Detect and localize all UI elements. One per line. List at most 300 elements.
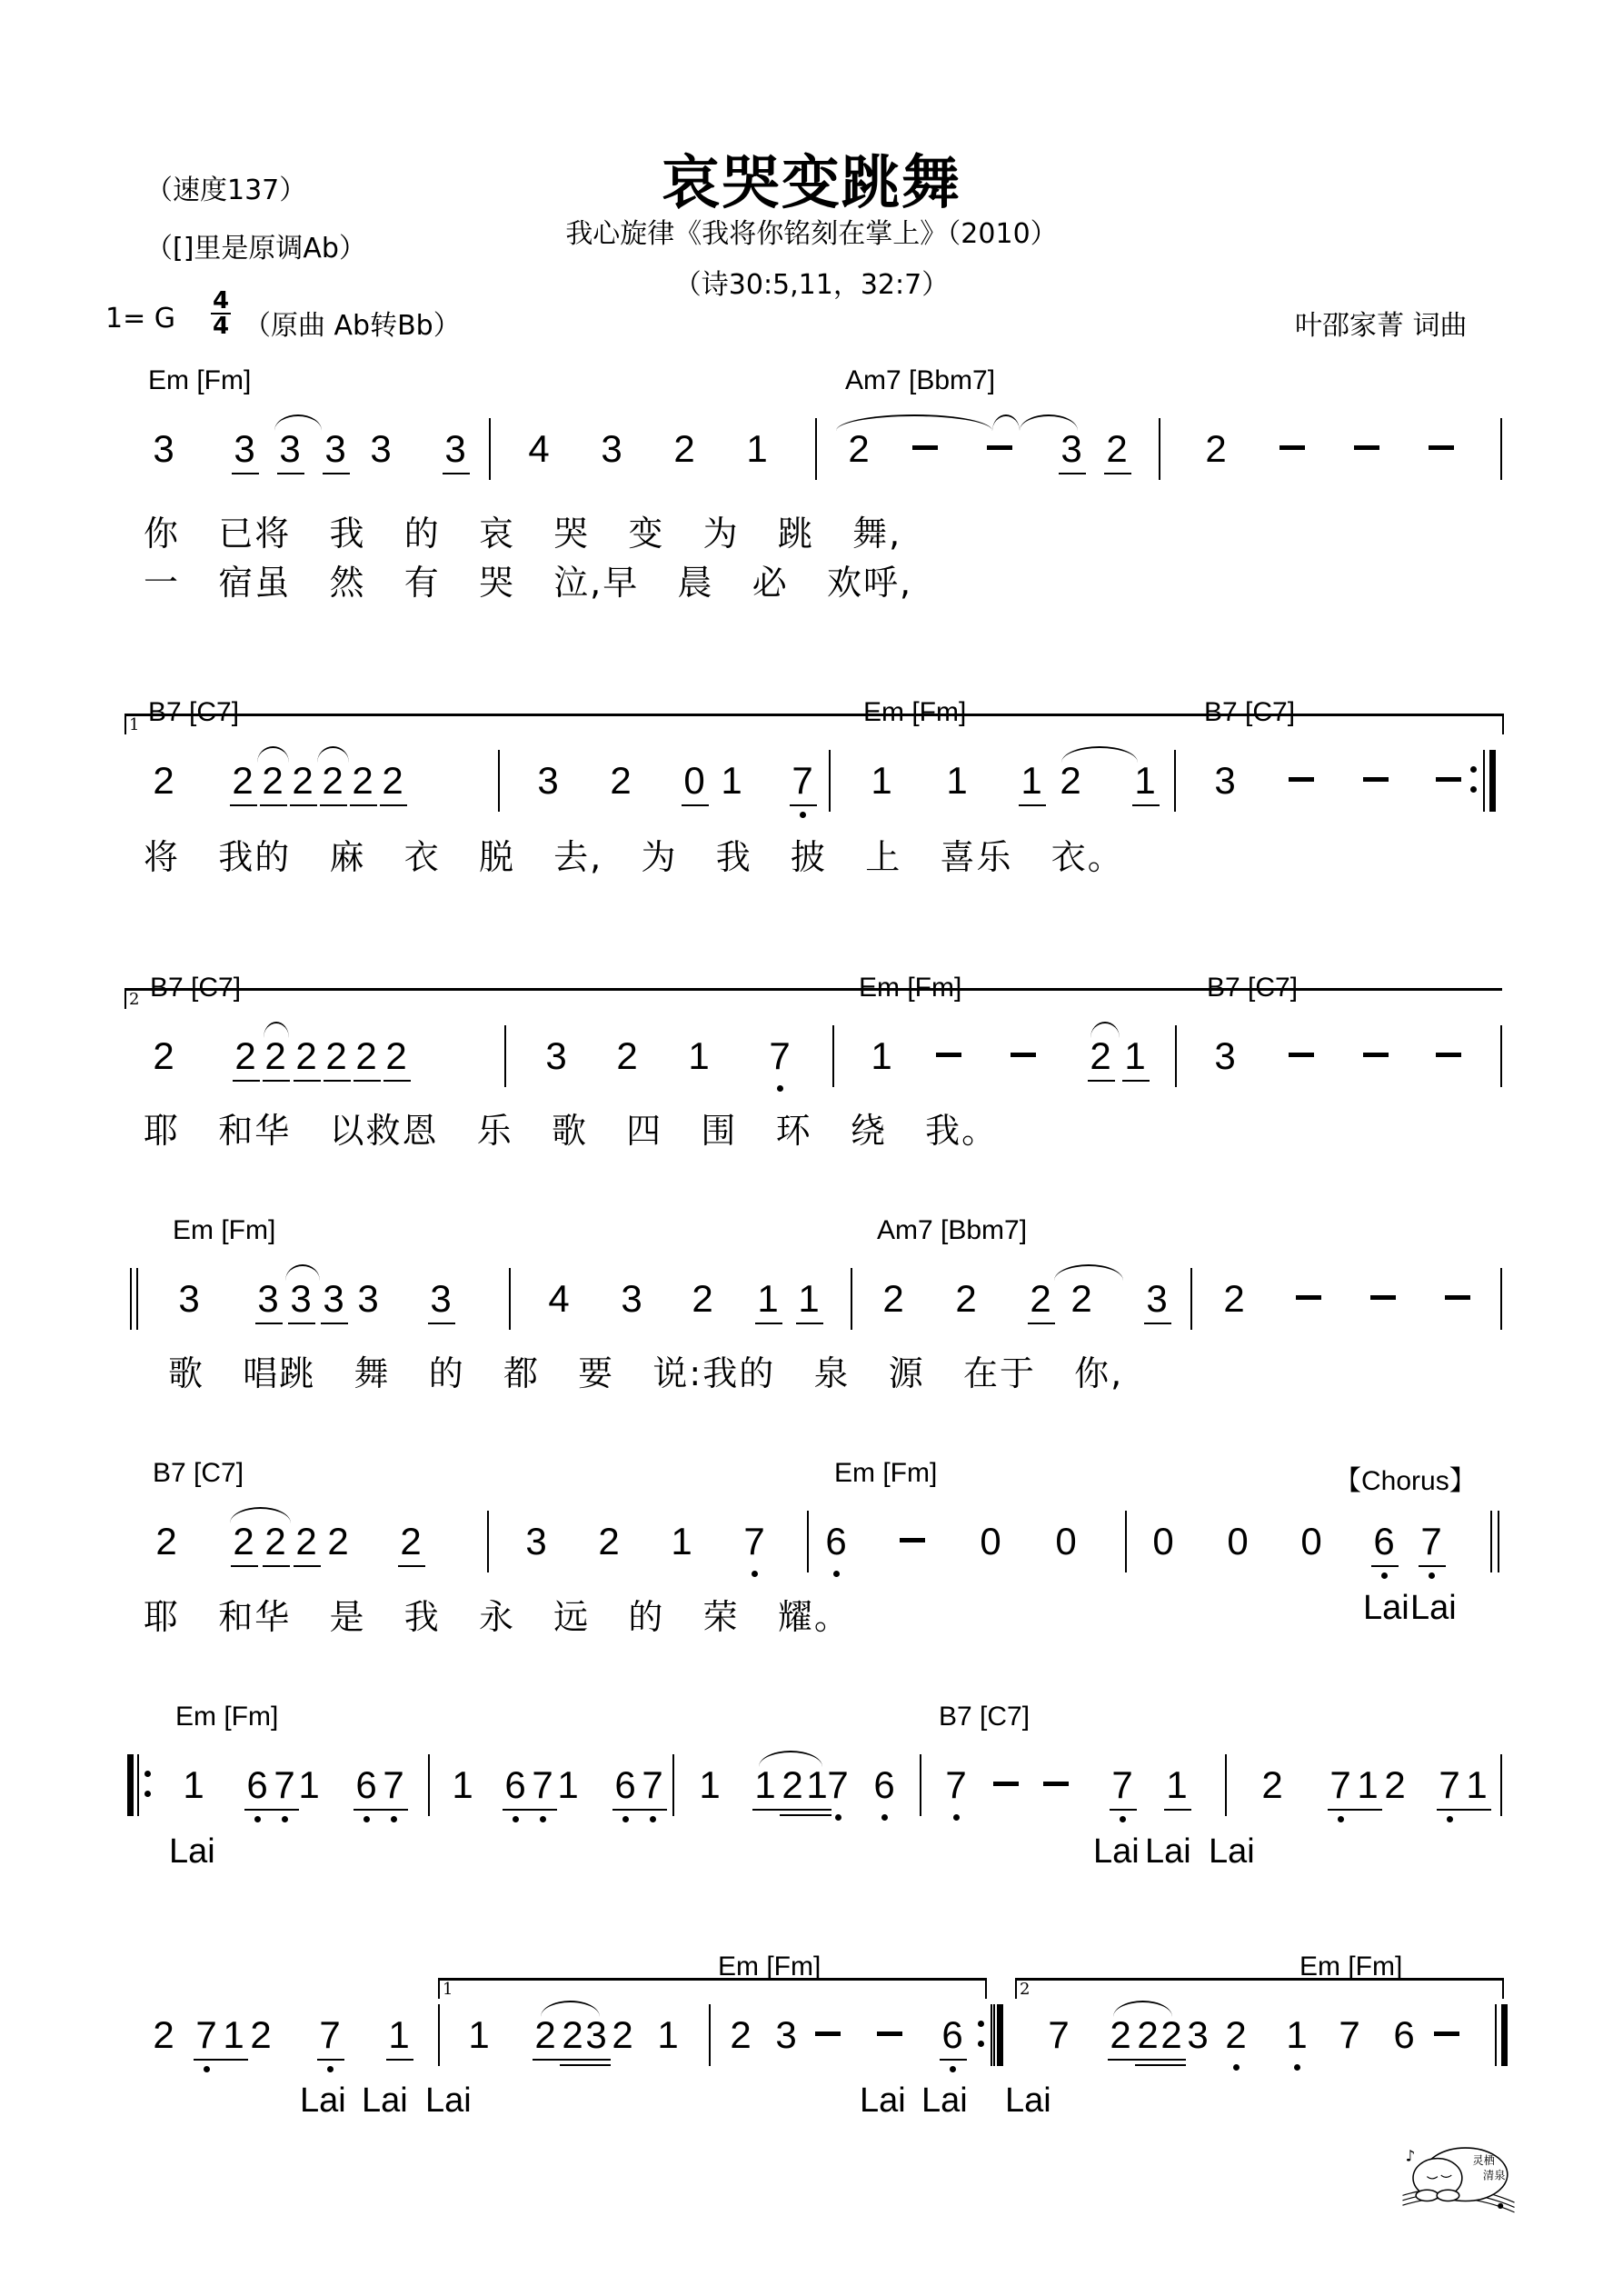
slur-tie: [285, 1264, 320, 1281]
chorus-label: 【Chorus】: [1334, 1466, 1477, 1496]
sustain-dash: [1289, 1053, 1314, 1057]
low-octave-dot: [953, 1814, 960, 1821]
barline: [920, 1754, 921, 1816]
eighth-underline: [1371, 1565, 1399, 1567]
jianpu-note: 3: [545, 1034, 567, 1077]
sustain-dash: [936, 1053, 961, 1057]
jianpu-note: 3: [775, 2013, 797, 2056]
jianpu-note: 2: [616, 1034, 638, 1077]
chord-symbol: B7 [C7]: [939, 1702, 1031, 1732]
composer-credit: 叶邵家菁 词曲: [1295, 310, 1468, 342]
jianpu-note: 3: [279, 427, 301, 470]
eighth-underline: [320, 804, 347, 806]
eighth-underline: [255, 1323, 283, 1324]
repeat-dot: [978, 2021, 984, 2027]
sustain-dash: [815, 2031, 841, 2036]
jianpu-note: 2: [673, 427, 695, 470]
jianpu-note: 2: [782, 1763, 803, 1806]
jianpu-note: 2: [1384, 1763, 1406, 1806]
jianpu-note: 7: [1329, 1763, 1351, 1806]
low-octave-dot: [1233, 2064, 1240, 2071]
eighth-underline: [353, 1809, 381, 1811]
barline: [829, 750, 831, 812]
sustain-dash: [1289, 777, 1314, 782]
jianpu-note: 1: [1134, 759, 1156, 802]
volta-bracket: [124, 988, 1502, 1009]
jianpu-note: 2: [598, 1520, 620, 1562]
eighth-underline: [386, 2059, 413, 2061]
key-change-note: （原曲 Ab转Bb）: [244, 310, 461, 342]
jianpu-note: 2: [385, 1034, 407, 1077]
eighth-underline: [1464, 1809, 1491, 1811]
final-barline: [1501, 2004, 1508, 2066]
jianpu-note: 1: [721, 759, 742, 802]
jianpu-note: 3: [585, 2013, 607, 2056]
jianpu-note: 2: [250, 2013, 272, 2056]
tempo-note: （速度137）: [145, 175, 307, 206]
jianpu-note: 6: [941, 2013, 963, 2056]
eighth-underline: [1104, 473, 1131, 474]
jianpu-note: 1: [699, 1763, 721, 1806]
chord-symbol: Am7 [Bbm7]: [845, 365, 996, 395]
jianpu-note: 3: [323, 1277, 344, 1320]
slur-tie: [230, 1507, 291, 1523]
slur-tie: [274, 414, 322, 431]
eighth-underline: [244, 1809, 272, 1811]
jianpu-note: 7: [274, 1763, 295, 1806]
chord-symbol: Em [Fm]: [173, 1215, 276, 1245]
eighth-underline: [231, 1565, 258, 1567]
jianpu-note: 3: [357, 1277, 379, 1320]
jianpu-note: 7: [1048, 2013, 1070, 2056]
jianpu-note: 7: [532, 1763, 553, 1806]
sustain-dash: [1354, 445, 1379, 450]
time-signature: [211, 289, 231, 338]
linqi-qingquan-logo: [1386, 2136, 1531, 2227]
jianpu-note: 4: [548, 1277, 570, 1320]
chord-symbol: Em [Fm]: [834, 1458, 938, 1488]
jianpu-note: 0: [1227, 1520, 1249, 1562]
jianpu-note: 2: [155, 1520, 177, 1562]
jianpu-note: 3: [178, 1277, 200, 1320]
eighth-underline: [1059, 473, 1086, 474]
jianpu-note: 7: [743, 1520, 765, 1562]
jianpu-note: 6: [873, 1763, 895, 1806]
jianpu-note: 3: [1060, 427, 1082, 470]
jianpu-note: 2: [848, 427, 870, 470]
barline: [504, 1025, 506, 1087]
repeat-end-barline: [1489, 750, 1496, 812]
barline: [1225, 1754, 1227, 1816]
low-octave-dot: [622, 1816, 629, 1822]
eighth-underline: [383, 1080, 411, 1082]
lai-syllable: Lai: [300, 2081, 346, 2120]
barline: [1500, 1754, 1502, 1816]
jianpu-note: 3: [1214, 1034, 1236, 1077]
repeat-dot: [144, 1771, 151, 1777]
low-octave-dot: [1338, 1816, 1344, 1822]
volta-number: 1: [129, 715, 140, 734]
eighth-underline: [263, 1565, 290, 1567]
jianpu-note: 2: [612, 2013, 633, 2056]
jianpu-note: 3: [430, 1277, 452, 1320]
chord-symbol: B7 [C7]: [150, 973, 242, 1003]
eighth-underline: [398, 1565, 425, 1567]
low-octave-dot: [950, 2066, 956, 2072]
eighth-underline: [194, 2059, 221, 2061]
jianpu-note: 2: [1225, 2013, 1247, 2056]
jianpu-note: 2: [153, 759, 174, 802]
barline: [993, 2004, 995, 2066]
time-sig-bottom: 4: [212, 313, 230, 340]
jianpu-note: 7: [1439, 1763, 1460, 1806]
low-octave-dot: [204, 2066, 210, 2072]
low-octave-dot: [835, 1814, 841, 1821]
jianpu-note: 2: [292, 759, 314, 802]
jianpu-note: 2: [400, 1520, 422, 1562]
jianpu-note: 2: [262, 759, 284, 802]
sustain-dash: [1043, 1782, 1069, 1786]
sixteenth-underline: [583, 2064, 611, 2066]
barline: [509, 1268, 511, 1330]
slur-tie: [541, 2001, 600, 2017]
barline: [815, 418, 817, 480]
eighth-underline: [1132, 804, 1160, 806]
jianpu-note: 7: [1111, 1763, 1133, 1806]
slur-tie: [264, 1022, 289, 1038]
jianpu-note: 7: [769, 1034, 791, 1077]
volta-number: 2: [1020, 1980, 1031, 1999]
barline: [672, 1754, 674, 1816]
jianpu-note: 3: [234, 427, 255, 470]
chord-symbol: B7 [C7]: [1204, 697, 1296, 727]
eighth-underline: [752, 1809, 780, 1811]
barline: [709, 2004, 711, 2066]
jianpu-note: 0: [683, 759, 705, 802]
jianpu-note: 2: [325, 1034, 347, 1077]
eighth-underline: [380, 804, 407, 806]
jianpu-note: 0: [1152, 1520, 1174, 1562]
jianpu-note: 1: [798, 1277, 820, 1320]
song-title: 哀哭变跳舞: [662, 150, 961, 217]
low-octave-dot: [650, 1816, 656, 1822]
sustain-dash: [1296, 1295, 1321, 1300]
slur-tie: [1090, 1022, 1120, 1038]
eighth-underline: [294, 1080, 321, 1082]
eighth-underline: [443, 473, 470, 474]
double-barline: [1498, 1511, 1499, 1572]
slur-tie: [1061, 746, 1138, 763]
eighth-underline: [1028, 1323, 1055, 1324]
eighth-underline: [350, 804, 377, 806]
eighth-underline: [232, 473, 259, 474]
sustain-dash: [987, 445, 1012, 450]
jianpu-note: 7: [319, 2013, 341, 2056]
jianpu-note: 1: [806, 1763, 828, 1806]
low-octave-dot: [752, 1571, 758, 1577]
lai-syllable: Lai: [860, 2081, 906, 2120]
logo-text: 灵栖: [1472, 2153, 1495, 2167]
jianpu-note: 7: [792, 759, 813, 802]
jianpu-note: 1: [757, 1277, 779, 1320]
sustain-dash: [1363, 777, 1389, 782]
repeat-end-barline: [1483, 750, 1485, 812]
jianpu-note: 3: [370, 427, 392, 470]
eighth-underline: [381, 1809, 408, 1811]
jianpu-note: 6: [355, 1763, 377, 1806]
jianpu-note: 3: [444, 427, 466, 470]
jianpu-note: 2: [232, 759, 254, 802]
jianpu-note: 3: [1187, 2013, 1209, 2056]
eighth-underline: [233, 1080, 260, 1082]
low-octave-dot: [282, 1816, 288, 1822]
eighth-underline: [780, 1809, 807, 1811]
jianpu-note: 1: [1466, 1763, 1488, 1806]
original-key-note: （[]里是原调Ab）: [145, 233, 366, 265]
chord-symbol: Em [Fm]: [863, 697, 967, 727]
slur-tie: [1020, 414, 1078, 431]
low-octave-dot: [327, 2066, 334, 2072]
jianpu-note: 1: [671, 1520, 692, 1562]
jianpu-note: 3: [1146, 1277, 1168, 1320]
eighth-underline: [1355, 1809, 1382, 1811]
lai-syllable: Lai: [169, 1832, 215, 1871]
eighth-underline: [324, 1080, 351, 1082]
eighth-underline: [755, 1323, 782, 1324]
sustain-dash: [993, 1782, 1019, 1786]
eighth-underline: [1088, 1080, 1115, 1082]
barline: [428, 1754, 430, 1816]
jianpu-note: 2: [234, 1034, 256, 1077]
jianpu-note: 2: [295, 1520, 317, 1562]
jianpu-note: 2: [1070, 1277, 1092, 1320]
jianpu-note: 7: [827, 1763, 849, 1806]
jianpu-note: 3: [1214, 759, 1236, 802]
lyric-line-verse2: 一 宿虽 然 有 哭 泣,早 晨 必 欢呼,: [144, 563, 913, 603]
barline: [1159, 418, 1160, 480]
jianpu-note: 2: [382, 759, 403, 802]
barline: [851, 1268, 852, 1330]
jianpu-note: 2: [1110, 2013, 1131, 2056]
sustain-dash: [1436, 777, 1461, 782]
eighth-underline: [1328, 1809, 1355, 1811]
jianpu-note: 2: [264, 1520, 286, 1562]
eighth-underline: [682, 804, 709, 806]
low-octave-dot: [363, 1816, 370, 1822]
time-sig-top: 4: [212, 287, 230, 314]
jianpu-note: 3: [290, 1277, 312, 1320]
jianpu-note: 6: [614, 1763, 636, 1806]
chord-symbol: Em [Fm]: [859, 973, 962, 1003]
jianpu-note: 2: [534, 2013, 556, 2056]
lai-syllable: Lai: [362, 2081, 408, 2120]
lai-syllable: Lai: [1209, 1832, 1255, 1871]
jianpu-note: 2: [1223, 1277, 1245, 1320]
barline: [1500, 1025, 1502, 1087]
barline: [1174, 750, 1176, 812]
lyric-line: 耶 和华 是 我 永 远 的 荣 耀。: [144, 1597, 851, 1637]
eighth-underline: [1164, 1809, 1191, 1811]
eighth-underline: [294, 1565, 321, 1567]
lai-syllable: Lai: [921, 2081, 968, 2120]
final-barline: [1495, 2004, 1497, 2066]
lai-syllable: Lai: [425, 2081, 472, 2120]
repeat-dot: [144, 1791, 151, 1797]
jianpu-note: 1: [183, 1763, 204, 1806]
chord-symbol: Em [Fm]: [718, 1952, 821, 1982]
low-octave-dot: [254, 1816, 261, 1822]
jianpu-note: 7: [642, 1763, 663, 1806]
eighth-underline: [323, 473, 350, 474]
jianpu-note: 1: [871, 1034, 892, 1077]
eighth-underline: [1122, 1080, 1150, 1082]
jianpu-note: 2: [1106, 427, 1128, 470]
jianpu-note: 1: [1124, 1034, 1146, 1077]
eighth-underline: [940, 2059, 967, 2061]
sixteenth-underline: [1159, 2064, 1186, 2066]
double-barline: [130, 1268, 132, 1330]
jianpu-note: 1: [754, 1763, 776, 1806]
jianpu-note: 2: [355, 1034, 377, 1077]
jianpu-note: 2: [1090, 1034, 1111, 1077]
jianpu-note: 3: [525, 1520, 547, 1562]
jianpu-note: 2: [1030, 1277, 1051, 1320]
svg-text:清泉: 清泉: [1482, 2169, 1506, 2182]
jianpu-note: 2: [730, 2013, 752, 2056]
lai-syllable: Lai: [1005, 2081, 1051, 2120]
jianpu-note: 6: [246, 1763, 268, 1806]
jianpu-note: 1: [298, 1763, 320, 1806]
low-octave-dot: [1120, 1816, 1126, 1822]
eighth-underline: [640, 1809, 667, 1811]
eighth-underline: [321, 1323, 348, 1324]
jianpu-note: 2: [1205, 427, 1227, 470]
eighth-underline: [1419, 1565, 1446, 1567]
chord-symbol: B7 [C7]: [148, 697, 240, 727]
jianpu-note: 6: [1373, 1520, 1395, 1562]
jianpu-note: 2: [295, 1034, 317, 1077]
low-octave-dot: [391, 1816, 397, 1822]
sustain-dash: [1370, 1295, 1396, 1300]
volta-number: 2: [129, 990, 140, 1009]
sustain-dash: [1279, 445, 1305, 450]
low-octave-dot: [1294, 2064, 1300, 2071]
jianpu-note: 1: [1357, 1763, 1379, 1806]
jianpu-note: 2: [692, 1277, 713, 1320]
jianpu-note: 1: [657, 2013, 679, 2056]
barline: [1190, 1268, 1192, 1330]
repeat-dot: [1470, 766, 1477, 773]
barline: [489, 418, 491, 480]
lai-syllable: Lai: [1363, 1589, 1409, 1627]
lyric-line: 将 我的 麻 衣 脱 去, 为 我 披 上 喜乐 衣。: [144, 837, 1124, 877]
jianpu-note: 1: [1021, 759, 1042, 802]
low-octave-dot: [1447, 1816, 1453, 1822]
scripture-reference: （诗30:5,11，32:7）: [673, 269, 950, 301]
jianpu-note: 0: [1055, 1520, 1077, 1562]
sustain-dash: [1363, 1053, 1389, 1057]
eighth-underline: [530, 1809, 557, 1811]
chord-symbol: B7 [C7]: [153, 1458, 244, 1488]
jianpu-note: 2: [153, 1034, 174, 1077]
jianpu-note: 2: [1060, 759, 1081, 802]
jianpu-note: 3: [324, 427, 346, 470]
eighth-underline: [790, 804, 817, 806]
double-barline: [136, 1268, 138, 1330]
slur-tie: [1113, 2001, 1172, 2017]
jianpu-note: 2: [327, 1520, 349, 1562]
lyric-line: 歌 唱跳 舞 的 都 要 说:我的 泉 源 在于 你,: [168, 1353, 1124, 1393]
sustain-dash: [1436, 1053, 1461, 1057]
chord-symbol: Em [Fm]: [175, 1702, 279, 1732]
jianpu-note: 7: [195, 2013, 217, 2056]
jianpu-note: 0: [1300, 1520, 1322, 1562]
lyric-line: 耶 和华 以救恩 乐 歌 四 围 环 绕 我。: [144, 1111, 999, 1151]
low-octave-dot: [833, 1571, 840, 1577]
lai-syllable: Lai: [1410, 1589, 1457, 1627]
key-signature: 1= G: [105, 303, 176, 334]
repeat-start-barline: [137, 1754, 139, 1816]
chord-symbol: Am7 [Bbm7]: [877, 1215, 1028, 1245]
jianpu-note: 1: [1286, 2013, 1308, 2056]
source-credit: 我心旋律《我将你铭刻在掌上》（2010）: [565, 218, 1058, 250]
jianpu-note: 1: [688, 1034, 710, 1077]
low-octave-dot: [513, 1816, 519, 1822]
jianpu-note: 1: [946, 759, 968, 802]
eighth-underline: [263, 1080, 290, 1082]
eighth-underline: [1108, 2059, 1135, 2061]
volta-bracket: [438, 1978, 987, 1999]
jianpu-note: 2: [233, 1520, 254, 1562]
eighth-underline: [1144, 1323, 1171, 1324]
jianpu-note: 1: [468, 2013, 490, 2056]
jianpu-note: 3: [153, 427, 174, 470]
lyric-line-verse1: 你 已将 我 的 哀 哭 变 为 跳 舞,: [144, 514, 902, 554]
repeat-end-barline: [997, 2004, 1003, 2066]
double-barline: [1490, 1511, 1492, 1572]
jianpu-note: 1: [452, 1763, 473, 1806]
eighth-underline: [1437, 1809, 1464, 1811]
slur-tie: [992, 414, 1020, 431]
repeat-dot: [978, 2041, 984, 2047]
jianpu-note: 1: [388, 2013, 410, 2056]
jianpu-note: 1: [223, 2013, 244, 2056]
barline: [1125, 1511, 1127, 1572]
lai-syllable: Lai: [1145, 1832, 1191, 1871]
low-octave-dot: [540, 1816, 546, 1822]
jianpu-note: 7: [1339, 2013, 1360, 2056]
eighth-underline: [533, 2059, 560, 2061]
jianpu-note: 2: [322, 759, 344, 802]
eighth-underline: [1159, 2059, 1186, 2061]
barline: [438, 2004, 440, 2066]
barline: [1500, 418, 1502, 480]
chord-symbol: Em [Fm]: [1299, 1952, 1403, 1982]
jianpu-note: 1: [557, 1763, 579, 1806]
low-octave-dot: [1429, 1572, 1435, 1579]
eighth-underline: [583, 2059, 611, 2061]
low-octave-dot: [1381, 1572, 1388, 1579]
low-octave-dot: [881, 1814, 888, 1821]
sustain-dash: [900, 1538, 925, 1542]
slur-tie: [836, 414, 992, 431]
eighth-underline: [317, 2059, 344, 2061]
jianpu-note: 2: [562, 2013, 583, 2056]
jianpu-note: 2: [955, 1277, 977, 1320]
sixteenth-underline: [804, 1814, 831, 1816]
jianpu-note: 3: [257, 1277, 279, 1320]
eighth-underline: [272, 1809, 299, 1811]
